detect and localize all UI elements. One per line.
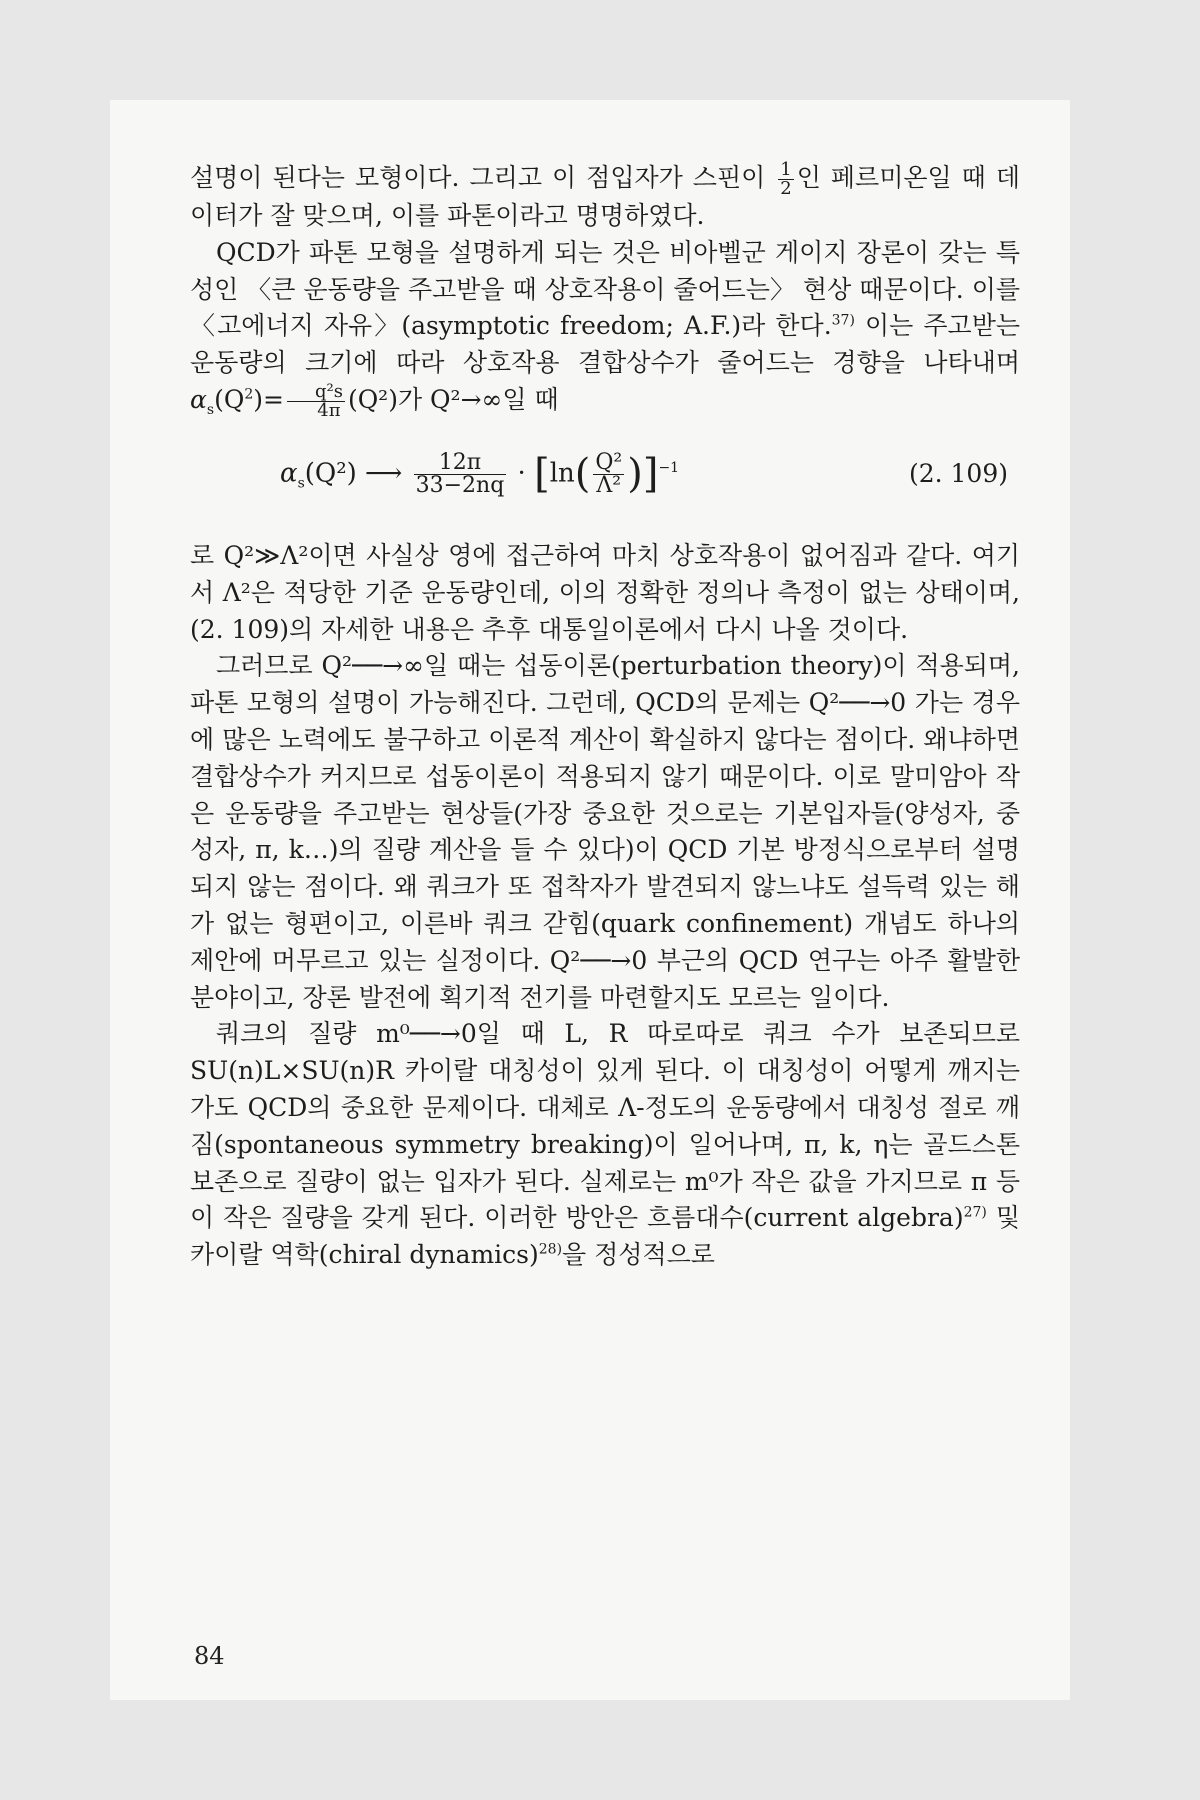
eq-ln: ln xyxy=(549,458,575,489)
paragraph-1 xyxy=(190,160,1020,235)
paragraph-5 xyxy=(190,1016,1020,1274)
eq-ln-numerator: Q² xyxy=(595,449,623,475)
eq-left-bracket: [ xyxy=(534,451,550,498)
p2-text-a: QCD가 파톤 모형을 설명하게 되는 것은 비아벨군 게이지 장론이 갖는 특성인 〈큰 운동량을 주고받을 때 상호작용이 줄어드는〉 현상 때문이다. 이를 〈고에너지 자유〉(asymptotic freedom; A.F.)라 한다. xyxy=(190,237,1020,341)
alpha-symbol: α xyxy=(190,384,207,414)
eq-main-fraction xyxy=(414,449,507,498)
coupling-fraction xyxy=(287,380,345,421)
equation-number: (2. 109) xyxy=(908,458,1008,488)
eq-ln-fraction xyxy=(593,449,624,498)
eq-dot: · xyxy=(517,458,526,489)
alpha-argument: (Q xyxy=(214,384,245,414)
p1-text-b: 인 페르미온일 때 데이터가 잘 맞으며, 이를 파톤이라고 명명하였다. xyxy=(190,163,1020,230)
alpha-arg-power: 2 xyxy=(244,386,254,403)
eq-right-bracket: ] xyxy=(642,451,659,498)
eq-main-numerator: 12π xyxy=(414,452,507,475)
paragraph-3: 로 Q²≫Λ²이면 사실상 영에 접근하여 마치 상호작용이 없어짐과 같다. 여기서 Λ²은 적당한 기준 운동량인데, 이의 정확한 정의나 측정이 없는 상태이며, (2. 109)의 자세한 내용은 추후 대통일이론에서 다시 나올 것이다. xyxy=(190,540,1020,644)
coupling-numerator: q²s xyxy=(287,383,345,402)
p2-text-c: (Q²)가 Q²→∞일 때 xyxy=(347,384,559,414)
reference-27: 27) xyxy=(963,1205,987,1221)
reference-28: 28) xyxy=(538,1241,563,1258)
alpha-subscript: s xyxy=(206,401,215,418)
page-number: 84 xyxy=(194,1642,225,1670)
book-page xyxy=(110,100,1070,1700)
eq-alpha: α xyxy=(280,458,298,489)
eq-left-paren: ( xyxy=(574,451,591,498)
reference-37: 37) xyxy=(831,313,855,330)
equation-body xyxy=(280,449,680,498)
paragraph-2 xyxy=(190,235,1020,420)
eq-main-denominator: 33−2nq xyxy=(415,472,505,498)
eq-power: −1 xyxy=(658,459,680,476)
paragraph-4: 그러므로 Q²──→∞일 때는 섭동이론(perturbation theory)이 적용되며, 파톤 모형의 설명이 가능해진다. 그런데, QCD의 문제는 Q²──→0 가는 경우에 많은 노력에도 불구하고 이론적 계산이 확실하지 않다는 점이다. 왜냐하면 결합상수가 커지므로 섭동이론이 적용되지 않기 때문이다. 이로 말미암아 작은 운동량을 주고받는 현상들(가장 중요한 것으로는 기본입자들(양성자, 중성자, π, k…)의 질량 계산을 들 수 있다)이 QCD 기본 방정식으로부터 설명되지 않는 점이다. 왜 쿼크가 또 접착자가 발견되지 않느냐도 설득력 있는 해가 없는 형편이고, 이른바 쿼크 갇힘(quark confinement) 개념도 하나의 제안에 머무르고 있는 실정이다. Q²──→0 부근의 QCD 연구는 아주 활발한 분야이고, 장론 발전에 획기적 전기를 마련할지도 모르는 일이다. xyxy=(190,651,1020,1012)
equation-block xyxy=(190,430,1020,526)
p5-text-a: 쿼크의 질량 m⁰──→0일 때 L, R 따로따로 쿼크 수가 보존되므로 SU(n)L×SU(n)R 카이랄 대칭성이 있게 된다. 이 대칭성이 어떻게 깨지는가도 QCD의 중요한 문제이다. 대체로 Λ-정도의 운동량에서 대칭성 절로 깨짐(spontaneous symmetry breaking)이 일어나며, π, k, η는 골드스톤 보존으로 질량이 없는 입자가 된다. 실제로는 m⁰가 작은 값을 가지므로 π 등이 작은 질량을 갖게 된다. 이러한 방안은 흐름대수(current algebra) xyxy=(190,1019,1020,1233)
coupling-denominator: 4π xyxy=(317,399,341,421)
p2-text-b: 이는 주고받는 운동량의 크기에 따라 상호작용 결합상수가 줄어드는 경향을 나타내며 xyxy=(190,311,1020,378)
p1-text-a: 설명이 된다는 모형이다. 그리고 이 점입자가 스핀이 xyxy=(190,163,776,192)
eq-ln-denominator: Λ² xyxy=(596,472,622,498)
body-text xyxy=(190,160,1020,1274)
alpha-arg-end: )= xyxy=(253,384,284,414)
fraction-denominator: 2 xyxy=(780,178,792,199)
fraction-one-half xyxy=(778,161,793,198)
eq-right-paren: ) xyxy=(627,451,643,498)
p5-text-b: 및 카이랄 역학(chiral dynamics) xyxy=(190,1203,1020,1270)
eq-alpha-subscript: s xyxy=(297,475,305,492)
eq-alpha-argument: (Q²) xyxy=(304,458,357,489)
eq-arrow: ⟶ xyxy=(365,458,403,489)
fraction-numerator: 1 xyxy=(780,159,792,180)
p5-text-c: 을 정성적으로 xyxy=(562,1240,715,1270)
